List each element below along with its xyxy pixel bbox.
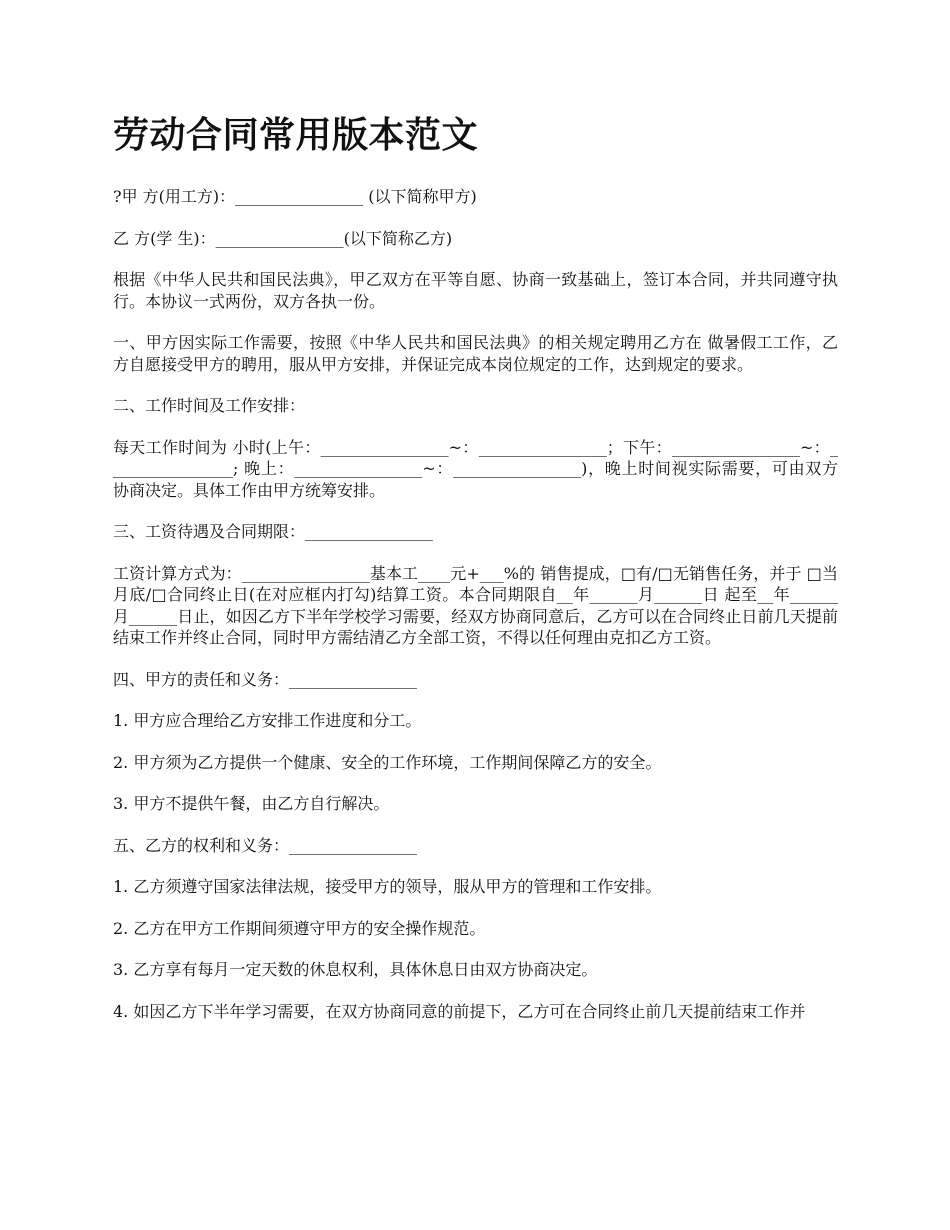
party-a-duty-2: 2. 甲方须为乙方提供一个健康、安全的工作环境，工作期间保障乙方的安全。 [113, 752, 662, 772]
party-b-right-3: 3. 乙方享有每月一定天数的休息权利，具体休息日由双方协商决定。 [113, 960, 598, 979]
section-3-heading: 三、工资待遇及合同期限：________________ [113, 522, 434, 541]
party-b-right-4: 4. 如因乙方下半年学习需要，在双方协商同意的前提下，乙方可在合同终止前几天提前结束工作并 [113, 1001, 806, 1021]
party-a-duty-3: 3. 甲方不提供午餐，由乙方自行解决。 [113, 794, 390, 813]
salary-paragraph: 工资计算方式为：________________基本工____元+___%的 销售提成，□有/□无销售任务，并于 □当月底/□合同终止日(在对应框内打勾)结算工资。本合同期限自__年______月______日 起至__年______月______日止，如因乙方下半年学校学习需要，经双方协商同意后，乙方可以在合同终止日前几天提前结束工作并终止合同，同时甲方需结清乙方全部工资，不得以任何理由克扣乙方工资。 [113, 563, 838, 647]
section-4-heading: 四、甲方的责任和义务：________________ [113, 669, 418, 689]
work-hours-paragraph: 每天工作时间为 小时(上午：________________~：________________；下午：________________~：________________; 晚上：________________~：________________)，晚上时间视实际需要，可由双方协商决定。具体工作由甲方统筹安排。 [113, 437, 838, 500]
party-b-line: 乙 方(学 生)：________________(以下简称乙方) [113, 228, 453, 248]
party-a-duty-1: 1. 甲方应合理给乙方安排工作进度和分工。 [113, 711, 422, 730]
document-title: 劳动合同常用版本范文 [113, 115, 479, 156]
section-5-heading: 五、乙方的权利和义务：________________ [113, 835, 418, 855]
party-b-right-1: 1. 乙方须遵守国家法律法规，接受甲方的领导，服从甲方的管理和工作安排。 [113, 877, 662, 896]
document-page [113, 112, 838, 1042]
section-2-heading: 二、工作时间及工作安排： [113, 396, 306, 415]
section-1-paragraph: 一、甲方因实际工作需要，按照《中华人民共和国民法典》的相关规定聘用乙方在 做暑假工工作，乙方自愿接受甲方的聘用，服从甲方安排，并保证完成本岗位规定的工作，达到规定的要求。 [113, 333, 838, 374]
preamble-paragraph: 根据《中华人民共和国民法典》，甲乙双方在平等自愿、协商一致基础上，签订本合同，并共同遵守执行。本协议一式两份，双方各执一份。 [113, 270, 838, 311]
party-a-line: ?甲 方(用工方)：________________ (以下简称甲方) [113, 187, 477, 206]
party-b-right-2: 2. 乙方在甲方工作期间须遵守甲方的安全操作规范。 [113, 918, 486, 938]
